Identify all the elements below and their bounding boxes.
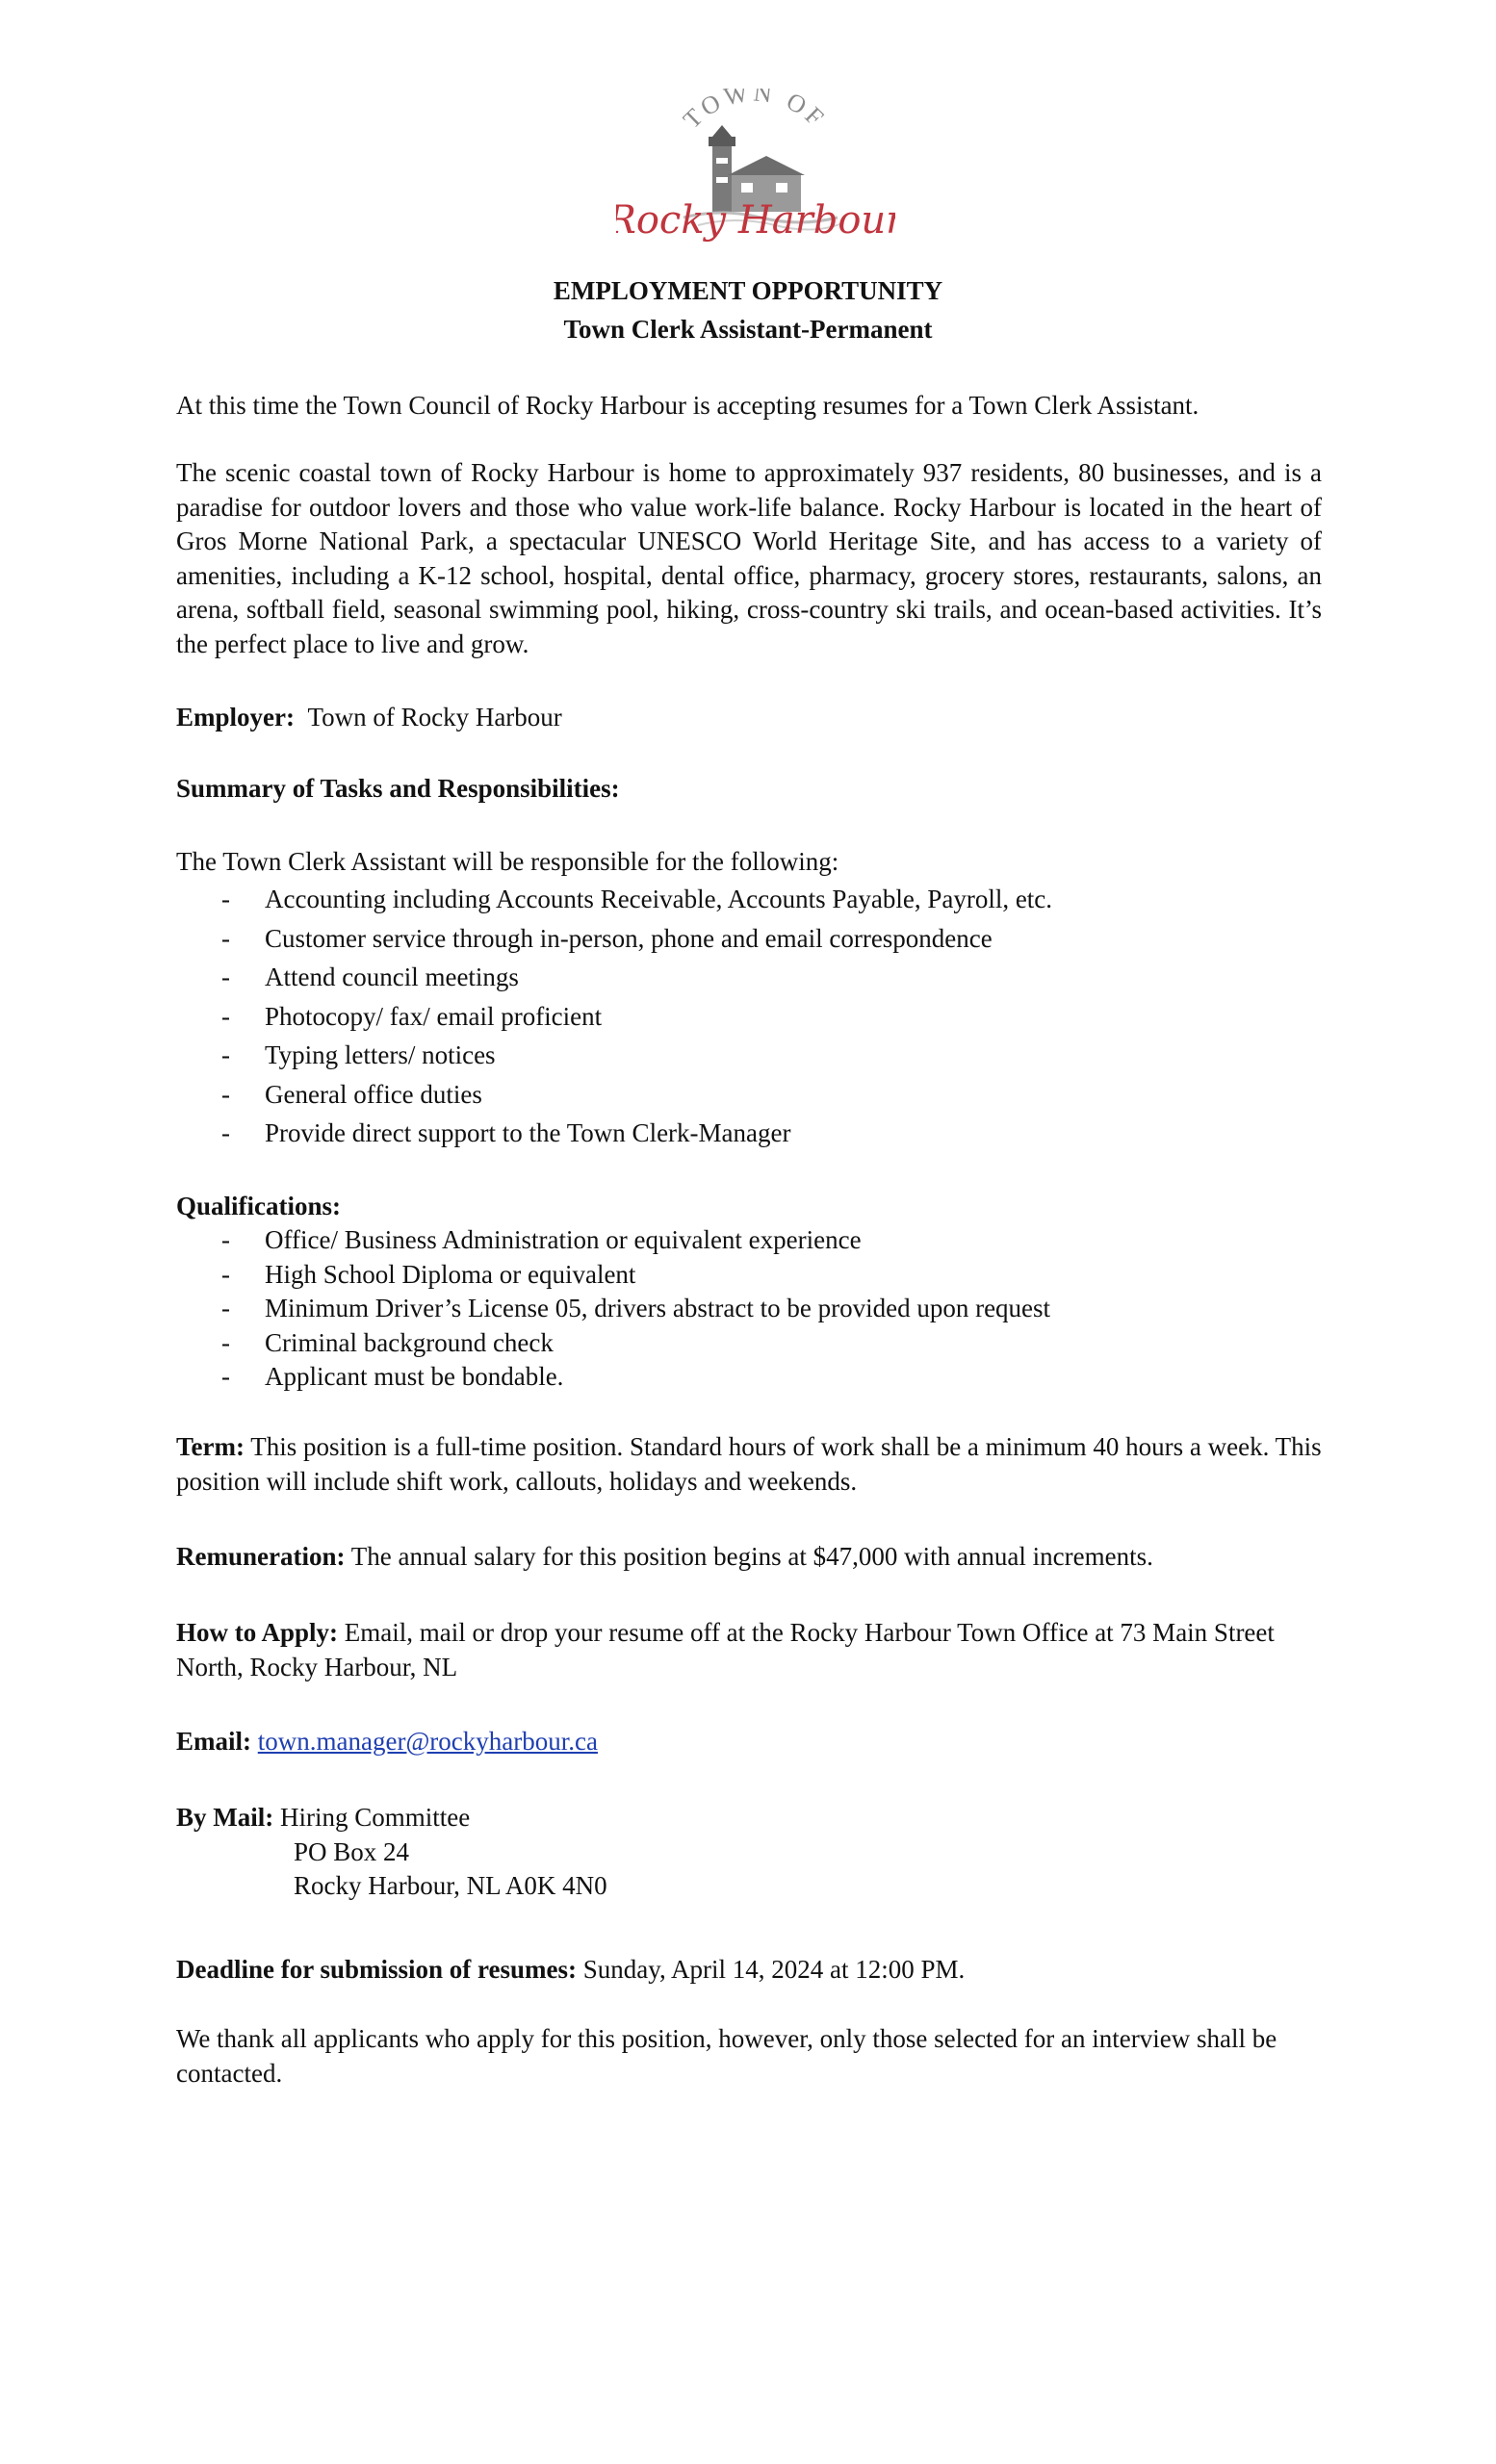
employer-line xyxy=(176,701,1322,735)
tasks-heading: Summary of Tasks and Responsibilities: xyxy=(176,774,620,803)
tasks-lead: The Town Clerk Assistant will be responsible for the following: xyxy=(176,847,839,876)
qualifications-heading: Qualifications: xyxy=(176,1192,342,1220)
list-item: - Attend council meetings xyxy=(176,958,1322,997)
list-item: - General office duties xyxy=(176,1075,1322,1115)
deadline-text: Sunday, April 14, 2024 at 12:00 PM. xyxy=(582,1955,966,1984)
intro-paragraph: At this time the Town Council of Rocky Harbour is accepting resumes for a Town Clerk Assistant. xyxy=(176,391,1199,420)
deadline-line xyxy=(176,1953,1322,1988)
employer-label: Employer: xyxy=(176,703,295,732)
how-to-apply-paragraph xyxy=(176,1616,1322,1684)
term-text: This position is a full-time position. Standard hours of work shall be a minimum 40 hours a week. This position will include shift work, callouts, holidays and weekends. xyxy=(176,1432,1322,1496)
logo-arc-text: TOWN OF xyxy=(678,89,833,135)
page-title: EMPLOYMENT OPPORTUNITY xyxy=(553,276,943,305)
term-label: Term: xyxy=(176,1432,245,1461)
list-item: - Typing letters/ notices xyxy=(176,1036,1322,1075)
logo-script-text: Rocky Harbour xyxy=(616,198,895,243)
mail-recipient: Hiring Committee xyxy=(280,1803,471,1832)
town-logo xyxy=(616,89,895,267)
tasks-list xyxy=(176,880,1322,1153)
remuneration-label: Remuneration: xyxy=(176,1542,346,1571)
email-line xyxy=(176,1725,1322,1759)
mail-address-block xyxy=(176,1801,1322,1904)
employer-value: Town of Rocky Harbour xyxy=(307,703,562,732)
qualifications-list xyxy=(176,1223,1322,1395)
page-subtitle: Town Clerk Assistant-Permanent xyxy=(563,315,933,344)
mail-label: By Mail: xyxy=(176,1803,274,1832)
mail-line-1 xyxy=(176,1801,1322,1835)
list-item: - Applicant must be bondable. xyxy=(176,1360,1322,1395)
list-item: - High School Diploma or equivalent xyxy=(176,1258,1322,1293)
list-item: - Minimum Driver’s License 05, drivers abstract to be provided upon request xyxy=(176,1292,1322,1326)
deadline-label: Deadline for submission of resumes: xyxy=(176,1955,578,1984)
list-item: - Criminal background check xyxy=(176,1326,1322,1361)
list-item: - Office/ Business Administration or equivalent experience xyxy=(176,1223,1322,1258)
email-link[interactable]: town.manager@rockyharbour.ca xyxy=(257,1727,598,1756)
list-item: - Photocopy/ fax/ email proficient xyxy=(176,997,1322,1037)
mail-po-box: PO Box 24 xyxy=(294,1836,410,1866)
tasks-list-container xyxy=(176,880,1322,1153)
closing-paragraph: We thank all applicants who apply for this position, however, only those selected for an interview shall be contacted. xyxy=(176,2024,1277,2088)
description-paragraph: The scenic coastal town of Rocky Harbour is home to approximately 937 residents, 80 businesses, and is a paradise for outdoor lovers and those who value work-life balance. Rocky Harbour is located in the heart of Gros Morne National Park, a spectacular UNESCO World Heritage Site, and has access to a variety of amenities, including a K-12 school, hospital, dental office, pharmacy, grocery stores, restaurants, salons, an arena, softball field, seasonal swimming pool, hiking, cross-country ski trails, and ocean-based activities. It’s the perfect place to live and grow. xyxy=(176,458,1322,658)
mail-city-postal: Rocky Harbour, NL A0K 4N0 xyxy=(294,1871,607,1900)
how-to-apply-label: How to Apply: xyxy=(176,1618,339,1647)
list-item: - Accounting including Accounts Receivable, Accounts Payable, Payroll, etc. xyxy=(176,880,1322,919)
how-to-apply-text: Email, mail or drop your resume off at the Rocky Harbour Town Office at 73 Main Street North, Rocky Harbour, NL xyxy=(176,1618,1275,1681)
remuneration-paragraph xyxy=(176,1540,1322,1575)
list-item: - Customer service through in-person, phone and email correspondence xyxy=(176,919,1322,959)
town-logo-graphic xyxy=(616,89,895,267)
term-paragraph xyxy=(176,1430,1322,1499)
list-item: - Provide direct support to the Town Clerk-Manager xyxy=(176,1114,1322,1153)
qualifications-list-container xyxy=(176,1223,1322,1395)
email-label: Email: xyxy=(176,1727,251,1756)
remuneration-text: The annual salary for this position begins at $47,000 with annual increments. xyxy=(350,1542,1153,1571)
